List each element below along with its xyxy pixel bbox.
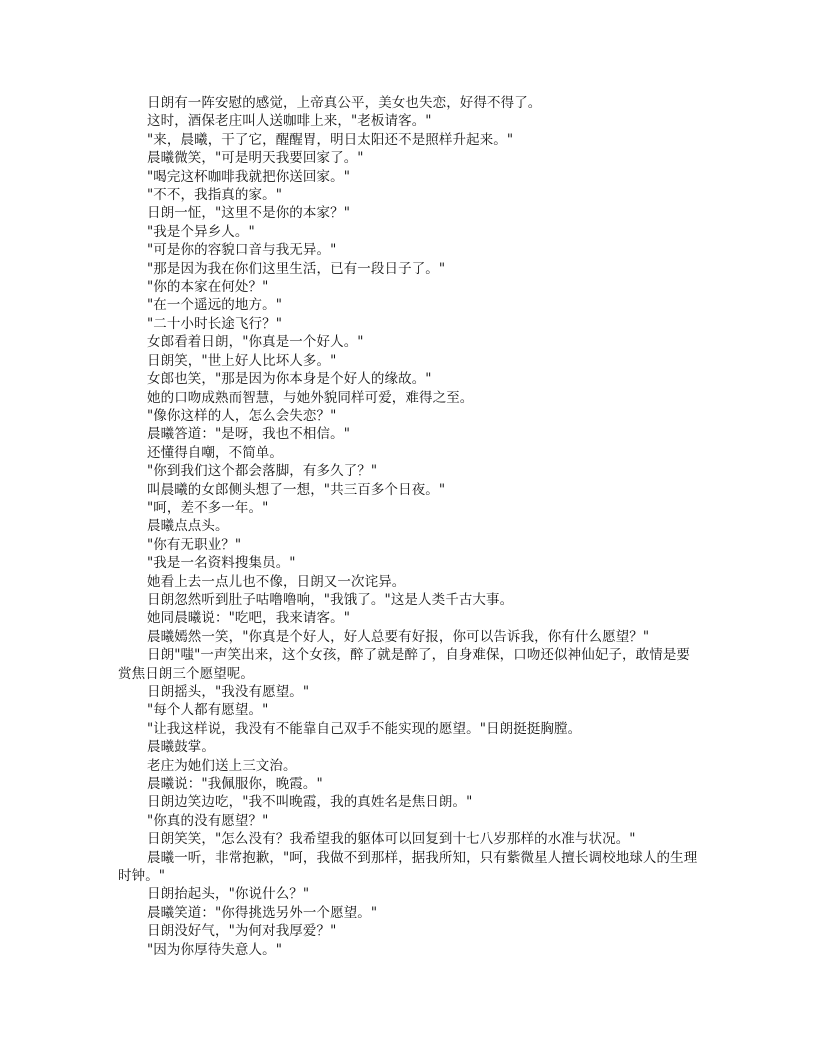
- paragraph: 日朗边笑边吃，"我不叫晚霞，我的真姓名是焦日朗。": [147, 794, 473, 811]
- paragraph: 晨曦答道："是呀，我也不相信。": [147, 426, 351, 443]
- paragraph: 日朗没好气，"为何对我厚爱？": [147, 923, 337, 940]
- paragraph: "你有无职业？": [147, 536, 242, 553]
- paragraph: 日朗有一阵安慰的感觉，上帝真公平，美女也失恋，好得不得了。: [147, 95, 542, 111]
- paragraph: "不不，我指真的家。": [147, 187, 283, 204]
- novel-text-body: [118, 94, 700, 959]
- paragraph: 她同晨曦说："吃吧，我来请客。": [147, 610, 351, 627]
- paragraph: "喝完这杯咖啡我就把你送回家。": [147, 168, 351, 185]
- paragraph: 晨曦说："我佩服你，晚霞。": [147, 776, 323, 793]
- paragraph: 日朗一怔，"这里不是你的本家？": [147, 205, 351, 222]
- paragraph: 晨曦一听，非常抱歉，"呵，我做不到那样，据我所知，只有紫微星人擅长调校地球人的生理时钟。": [118, 849, 698, 885]
- paragraph: 晨曦点点头。: [147, 518, 229, 535]
- paragraph: 她看上去一点儿也不像，日朗又一次诧异。: [147, 573, 406, 590]
- paragraph: "我是个异乡人。": [147, 223, 255, 240]
- paragraph: "二十小时长途飞行？": [147, 315, 283, 332]
- paragraph: 她的口吻成熟而智慧，与她外貌同样可爱，难得之至。: [147, 389, 474, 406]
- paragraph: "你的本家在何处？": [147, 279, 269, 296]
- paragraph: 晨曦嫣然一笑，"你真是个好人，好人总要有好报，你可以告诉我，你有什么愿望？": [147, 628, 650, 645]
- paragraph: "你到我们这个都会落脚，有多久了？": [147, 463, 378, 480]
- paragraph: "你真的没有愿望？": [147, 812, 269, 829]
- paragraph: "像你这样的人，怎么会失恋？": [147, 407, 337, 424]
- paragraph: "我是一名资料搜集员。": [147, 555, 296, 572]
- paragraph: 晨曦微笑，"可是明天我要回家了。": [147, 150, 364, 167]
- paragraph: 日朗笑，"世上好人比坏人多。": [147, 352, 337, 369]
- paragraph: "每个人都有愿望。": [147, 702, 269, 719]
- paragraph: 晨曦鼓掌。: [147, 739, 215, 756]
- paragraph: 叫晨曦的女郎侧头想了一想，"共三百多个日夜。": [147, 481, 446, 498]
- paragraph: "那是因为我在你们这里生活，已有一段日子了。": [147, 260, 446, 277]
- paragraph: 女郎看着日朗，"你真是一个好人。": [147, 334, 364, 351]
- paragraph: 晨曦笑道："你得挑选另外一个愿望。": [147, 904, 378, 921]
- paragraph: "因为你厚待失意人。": [147, 941, 283, 958]
- paragraph: 日朗笑笑，"怎么没有？我希望我的躯体可以回复到十七八岁那样的水准与状况。": [147, 831, 636, 848]
- paragraph: "来，晨曦，干了它，醒醒胃，明日太阳还不是照样升起来。": [147, 131, 514, 148]
- paragraph: 日朗抬起头，"你说什么？": [147, 886, 310, 903]
- paragraph: 日朗"嗤"一声笑出来，这个女孩，醉了就是醉了，自身难保，口吻还似神仙妃子，敢情是要赏焦日朗三个愿望呢。: [118, 647, 691, 682]
- paragraph: 老庄为她们送上三文治。: [147, 757, 297, 774]
- paragraph: "在一个遥远的地方。": [147, 297, 283, 314]
- paragraph: "可是你的容貌口音与我无异。": [147, 242, 337, 259]
- paragraph: 还懂得自嘲，不简单。: [147, 444, 283, 461]
- paragraph: 这时，酒保老庄叫人送咖啡上来，"老板请客。": [147, 113, 432, 130]
- paragraph: 日朗忽然听到肚子咕噜噜响，"我饿了。"这是人类千古大事。: [147, 591, 514, 608]
- paragraph: "呵，差不多一年。": [147, 499, 269, 516]
- paragraph: 女郎也笑，"那是因为你本身是个好人的缘故。": [147, 371, 432, 388]
- paragraph: "让我这样说，我没有不能靠自己双手不能实现的愿望。"日朗挺挺胸膛。: [147, 720, 582, 737]
- paragraph: 日朗摇头，"我没有愿望。": [147, 684, 310, 700]
